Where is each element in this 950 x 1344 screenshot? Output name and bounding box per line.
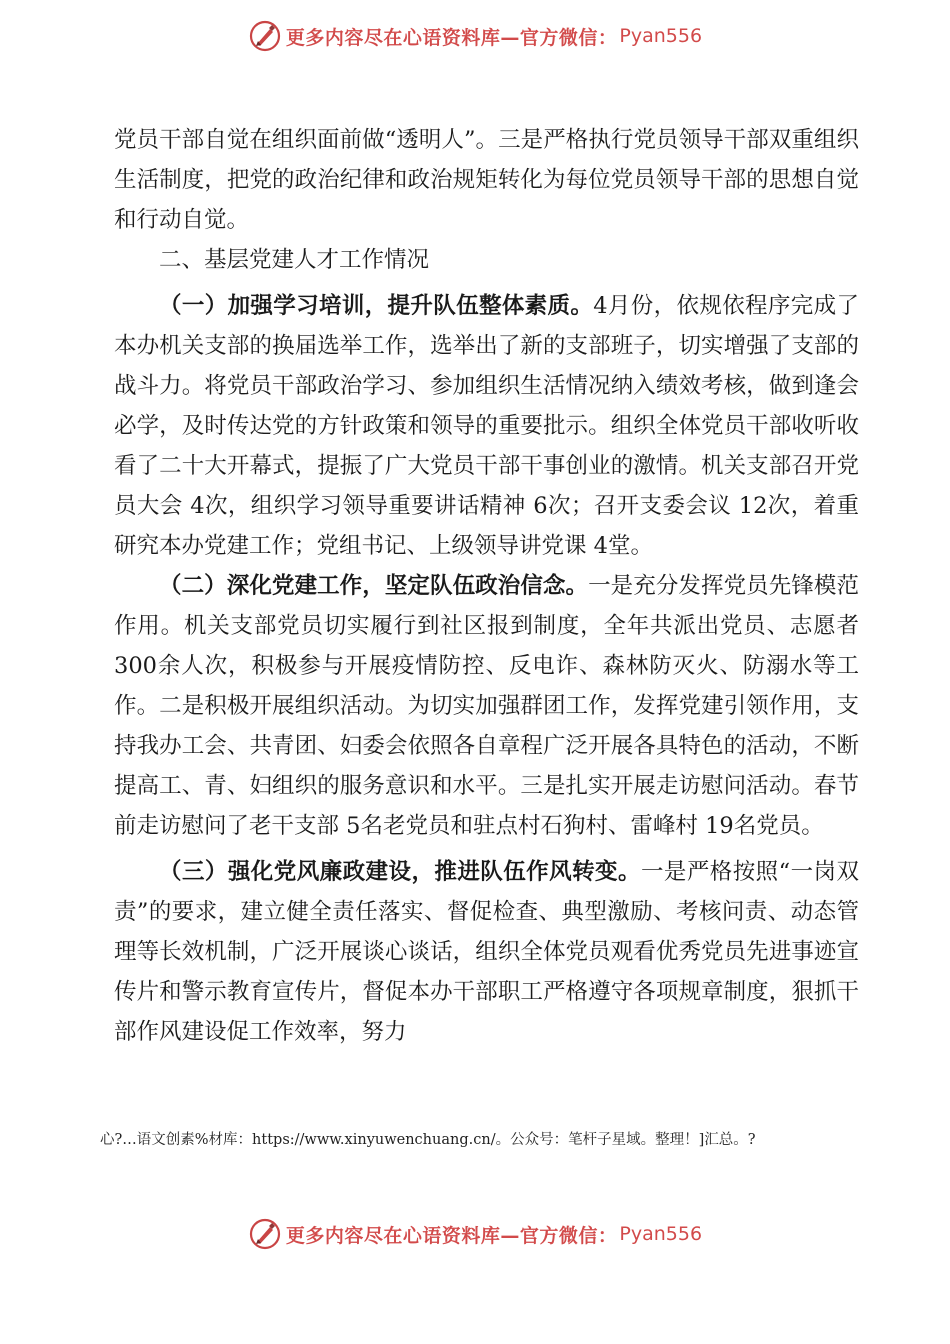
- paragraph-section-1: [114, 286, 859, 566]
- subsection-title: （一）加强学习培训，提升队伍整体素质。: [159, 293, 594, 319]
- banner-text: 更多内容尽在心语资料库—官方微信：: [285, 26, 618, 49]
- subsection-body: 一是严格按照“一岗双责”的要求，建立健全责任落实、督促检查、典型激励、考核问责、动态管理等长效机制，广泛开展谈心谈话，组织全体党员观看优秀党员先进事迹宣传片和警示教育宣传片，督促本办干部职工严格遵守各项规章制度，狠抓干部作风建设促工作效率，努力: [114, 859, 859, 1045]
- section-heading: 二、基层党建人才工作情况: [159, 247, 430, 273]
- source-footnote: 心?…语文创素%材库：https://www.xinyuwenchuang.cn/。公众号：笔杆子星域。整理！]汇总。?: [100, 1132, 756, 1148]
- document-body: [114, 120, 859, 1052]
- paragraph-section-2: [114, 566, 859, 846]
- subsection-title: （三）强化党风廉政建设，推进队伍作风转变。: [159, 859, 641, 885]
- subsection-body: 一是充分发挥党员先锋模范作用。机关支部党员切实履行到社区报到制度，全年共派出党员、志愿者 300余人次，积极参与开展疫情防控、反电诈、森林防灭火、防溺水等工作。二是积极开展组织活动。为切实加强群团工作，发挥党建引领作用，支持我办工会、共青团、妇委会依照各自章程广泛开展各具特色的活动，不断提高工、青、妇组织的服务意识和水平。三是扎实开展走访慰问活动。春节前走访慰问了老干支部 5名老党员和驻点村石狗村、雷峰村 19名党员。: [114, 573, 859, 839]
- pen-logo-icon: [248, 1217, 282, 1251]
- subsection-title: （二）深化党建工作，坚定队伍政治信念。: [159, 573, 589, 599]
- pen-logo-icon: [248, 19, 282, 53]
- header-banner: [0, 14, 950, 58]
- footer-banner: [0, 1212, 950, 1256]
- banner-wechat-id: Pyan556: [619, 1223, 703, 1245]
- paragraph: 党员干部自觉在组织面前做“透明人”。三是严格执行党员领导干部双重组织生活制度，把党的政治纪律和政治规矩转化为每位党员领导干部的思想自觉和行动自觉。: [114, 127, 859, 233]
- paragraph-section-3: [114, 852, 859, 1052]
- banner-text: 更多内容尽在心语资料库—官方微信：: [285, 1224, 618, 1247]
- banner-wechat-id: Pyan556: [619, 25, 703, 47]
- subsection-body: 4月份，依规依程序完成了本办机关支部的换届选举工作，选举出了新的支部班子，切实增强了支部的战斗力。将党员干部政治学习、参加组织生活情况纳入绩效考核，做到逢会必学，及时传达党的方针政策和领导的重要批示。组织全体党员干部收听收看了二十大开幕式，提振了广大党员干部干事创业的激情。机关支部召开党员大会 4次，组织学习领导重要讲话精神 6次；召开支委会议 12次，着重研究本办党建工作；党组书记、上级领导讲党课 4堂。: [114, 293, 859, 559]
